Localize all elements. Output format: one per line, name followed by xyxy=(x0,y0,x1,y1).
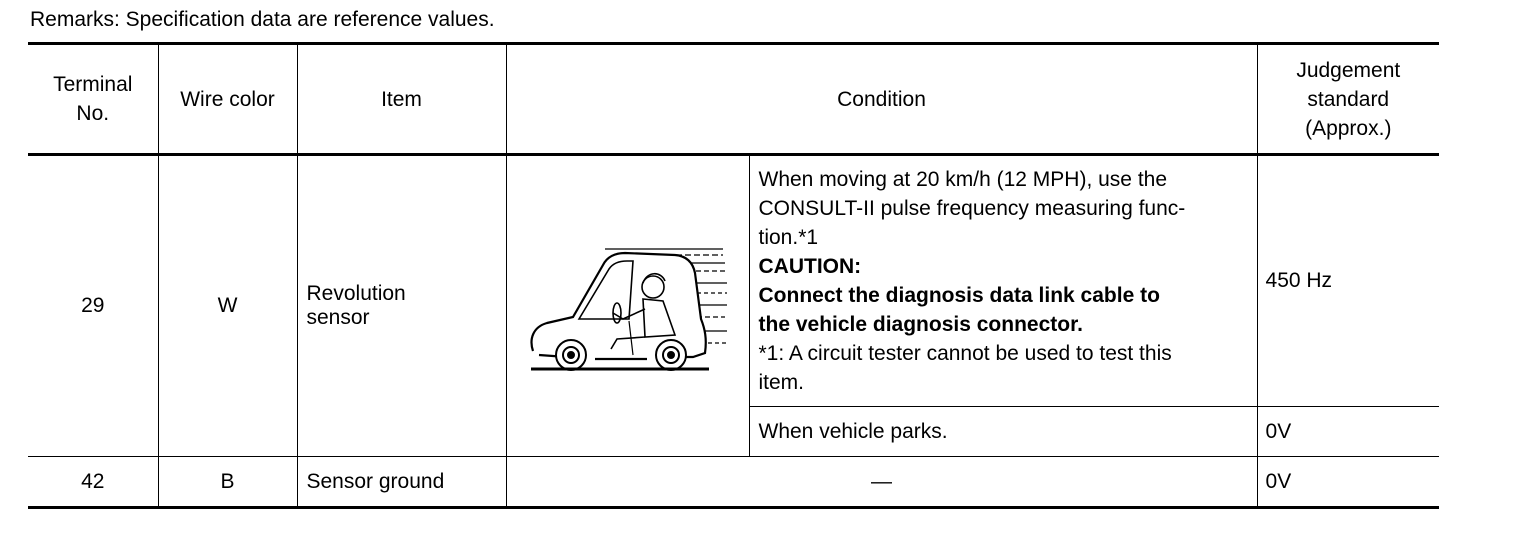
wire-color-cell: B xyxy=(158,457,297,508)
header-judgement-standard: Judgement standard (Approx.) xyxy=(1257,44,1439,155)
condition-cell: — xyxy=(506,457,1257,508)
wire-color-cell: W xyxy=(158,155,297,457)
header-wire-color: Wire color xyxy=(158,44,297,155)
header-item: Item xyxy=(297,44,506,155)
standard-cell: 0V xyxy=(1257,457,1439,508)
standard-450hz-cell: 450 Hz xyxy=(1257,155,1439,407)
condition-moving-cell: When moving at 20 km/h (12 MPH), use the CONSULT-II pulse frequency measuring func- tion.*1 CAUTION: Connect the diagnosis data link cable to the vehicle diagnosis connector. *1: A circuit tester cannot be used to test this item. xyxy=(749,155,1257,407)
terminal-no-cell: 42 xyxy=(28,457,158,508)
header-terminal-no: Terminal No. xyxy=(28,44,158,155)
terminal-no-cell: 29 xyxy=(28,155,158,457)
terminal-spec-table xyxy=(28,42,1439,509)
table-row xyxy=(28,457,1439,508)
item-cell: Revolution sensor xyxy=(297,155,506,457)
header-condition: Condition xyxy=(506,44,1257,155)
table-row xyxy=(28,155,1439,407)
caution-title: CAUTION: xyxy=(758,255,862,278)
standard-parks-cell: 0V xyxy=(1257,407,1439,457)
condition-parks-cell: When vehicle parks. xyxy=(749,407,1257,457)
remarks-note: Remarks: Specification data are reference values. xyxy=(30,8,495,31)
driving-car-icon xyxy=(525,239,730,374)
illustration-cell xyxy=(506,155,749,457)
item-cell: Sensor ground xyxy=(297,457,506,508)
header-row xyxy=(28,44,1439,155)
